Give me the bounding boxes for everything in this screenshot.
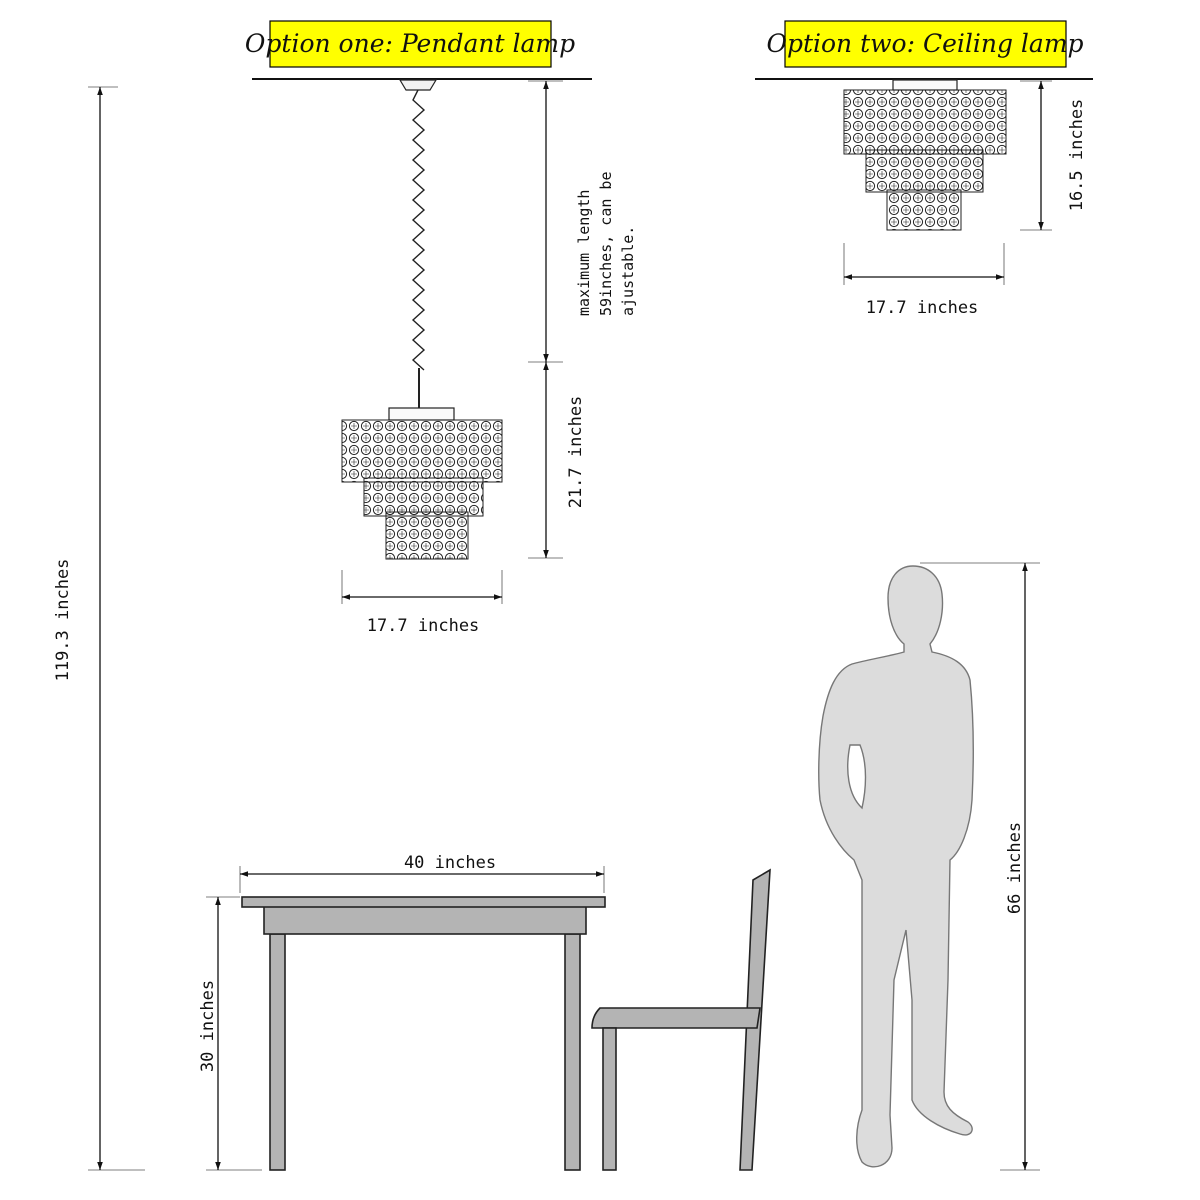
pendant-canopy [400,80,436,90]
pendant-option-label: Option one: Pendant lamp [244,29,576,58]
ceiling-width-label: 17.7 inches [865,298,979,318]
pendant-lamp [342,80,502,559]
pendant-tier-top [342,420,502,482]
table-height-label: 30 inches [198,979,218,1073]
table-width-label: 40 inches [403,853,497,873]
ceiling-cap [893,80,957,90]
pendant-cap [389,408,454,420]
overall-height-label: 119.3 inches [53,558,73,682]
overall-height-dimension [53,87,145,1170]
ceiling-option-label: Option two: Ceiling lamp [766,29,1084,58]
ceiling-tier-middle [866,150,983,192]
ceiling-tier-bottom [887,190,961,230]
person [819,563,1040,1170]
chain-note-line-3: ajustable. [619,225,637,316]
pendant-height-label: 21.7 inches [566,395,586,509]
table-leg-left [270,934,285,1170]
chair-front-leg [603,1028,616,1170]
chair [592,870,770,1170]
pendant-chain [413,90,424,370]
pendant-option [245,21,637,636]
person-silhouette [819,566,974,1167]
table-top [242,897,605,907]
pendant-tier-middle [364,478,483,516]
ceiling-lamp [844,80,1006,230]
pendant-width-label: 17.7 inches [366,616,480,636]
ceiling-tier-top [844,90,1006,154]
ceiling-option [755,21,1093,318]
chain-note-line-2: 59inches, can be [597,171,615,316]
table-leg-right [565,934,580,1170]
table [198,853,605,1170]
ceiling-height-label: 16.5 inches [1067,98,1087,212]
person-height-label: 66 inches [1005,821,1025,915]
chain-note-line-1: maximum length [575,189,593,316]
chair-seat [592,1008,760,1028]
table-apron [264,906,586,934]
pendant-tier-bottom [386,512,468,559]
